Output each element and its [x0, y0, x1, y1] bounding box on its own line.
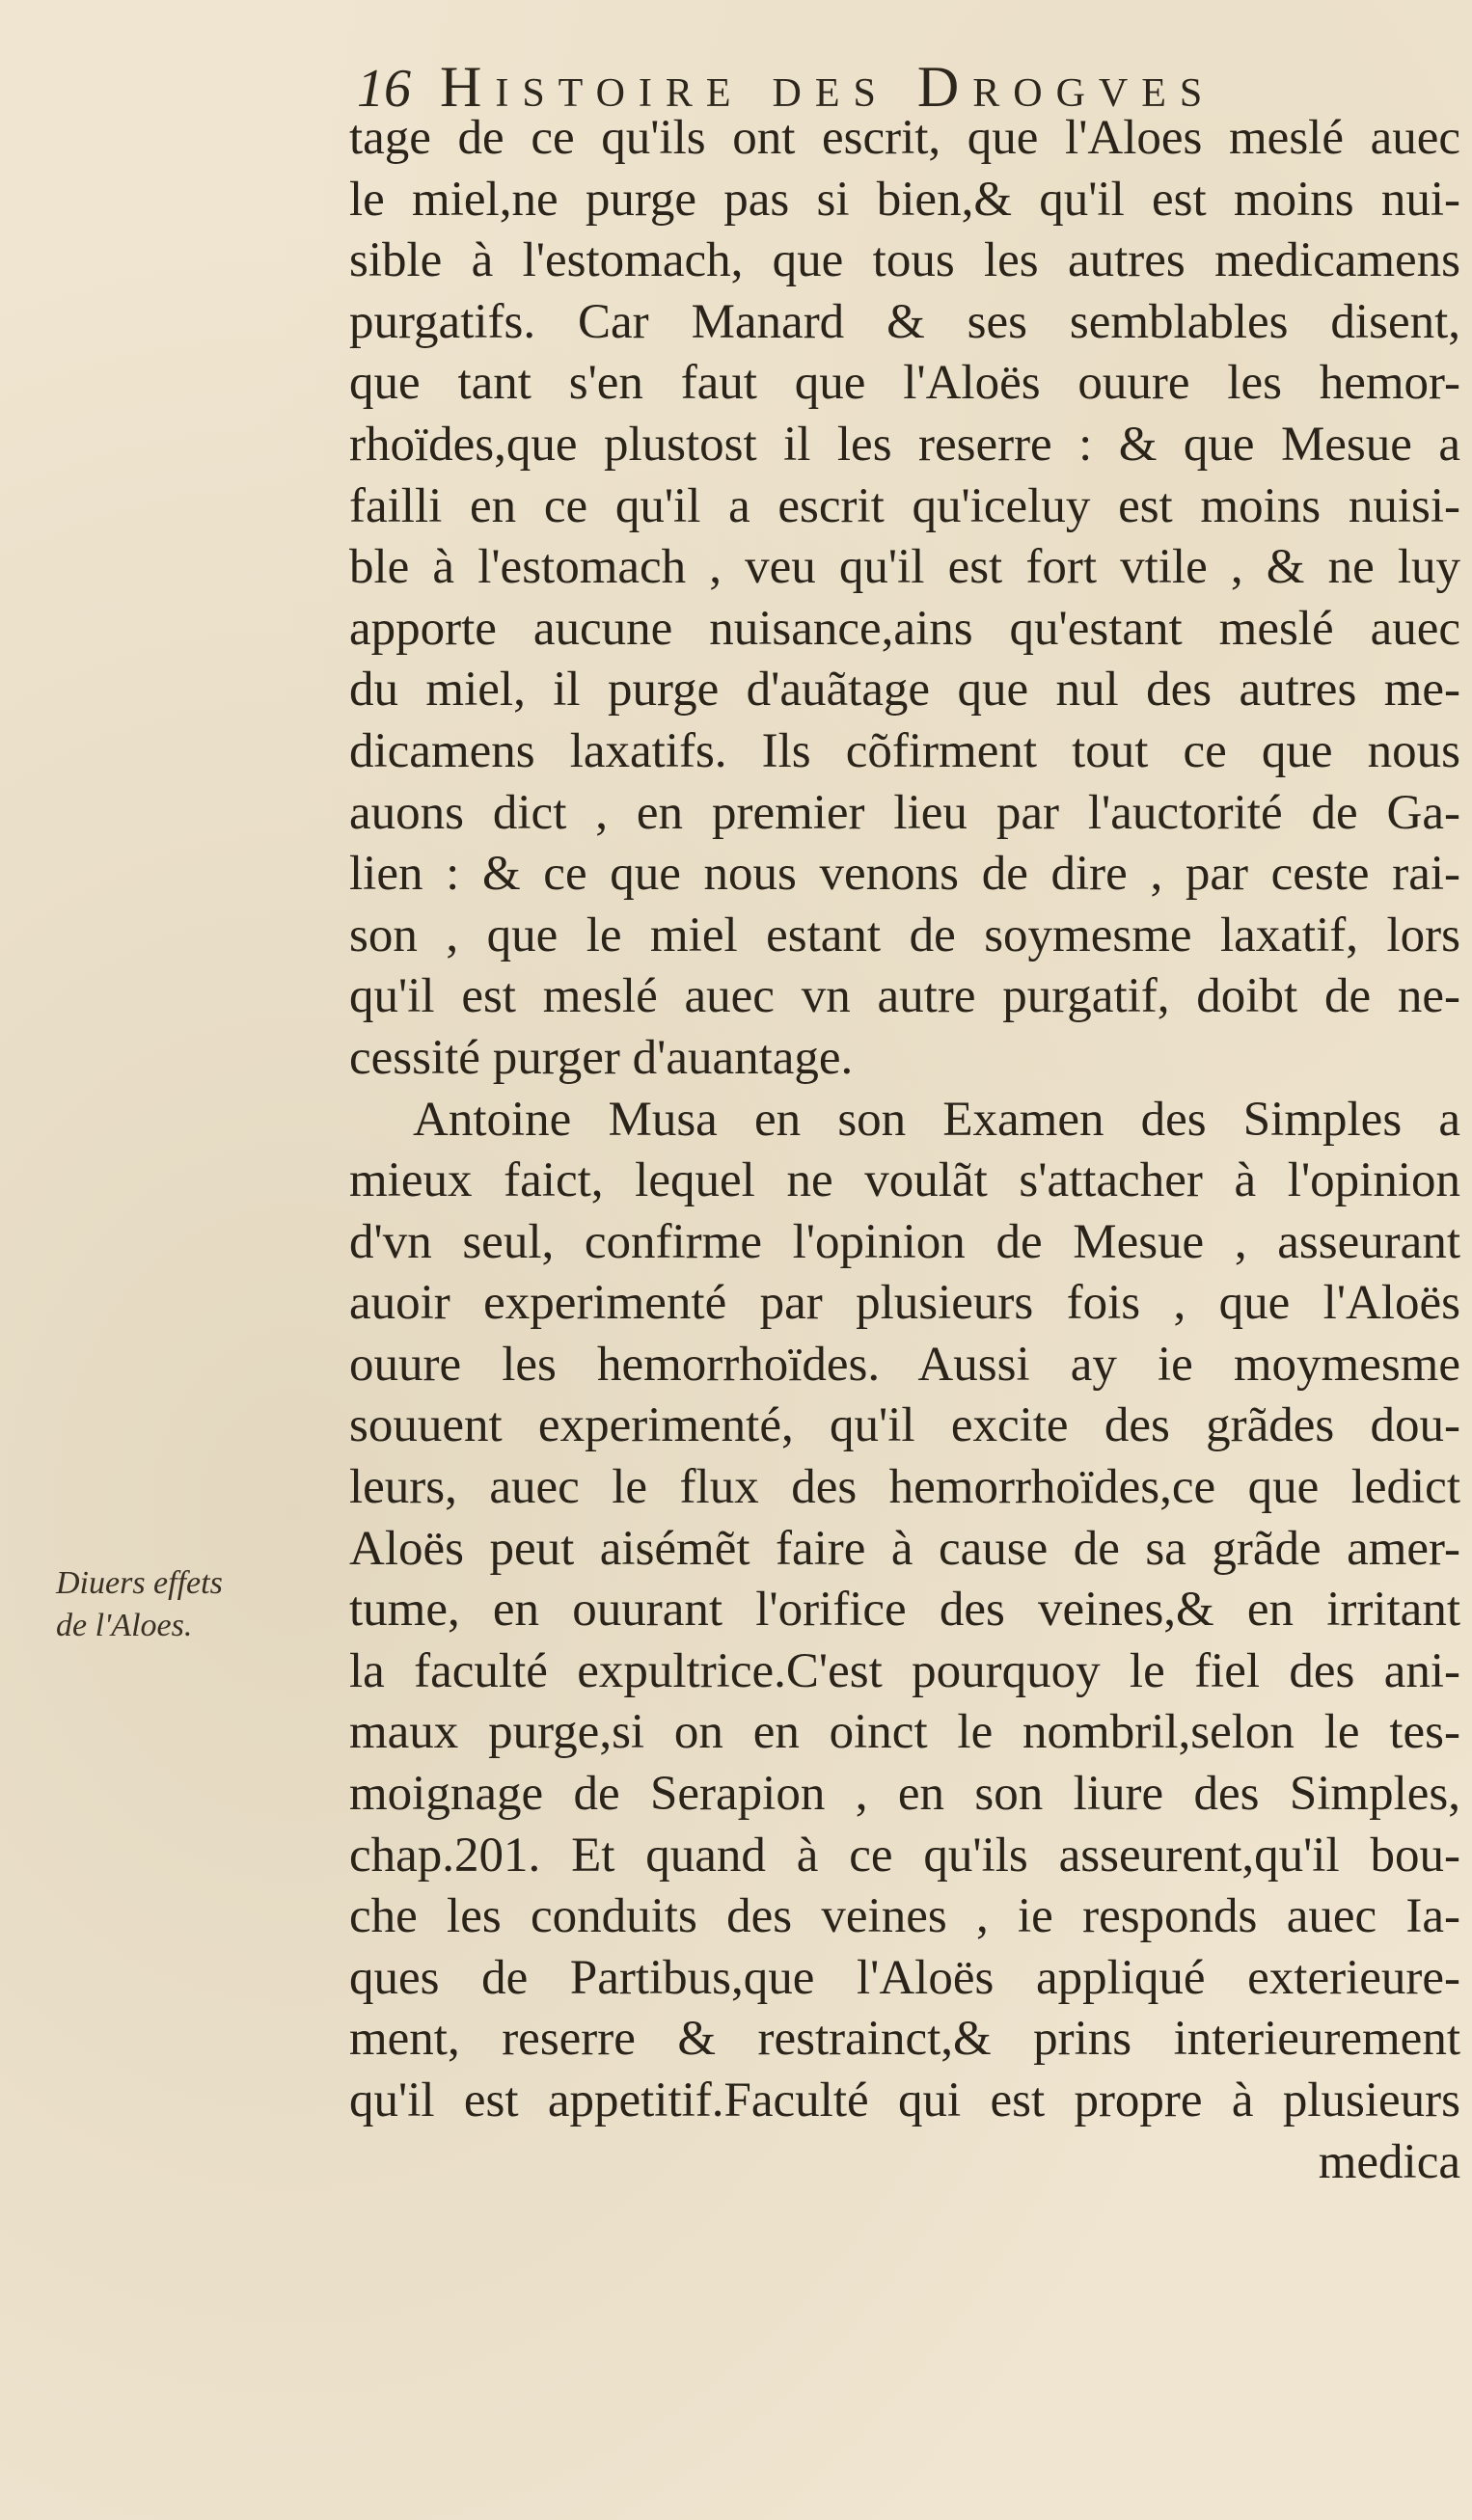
marginal-note-line: de l'Aloes. [56, 1608, 193, 1643]
text-line: leurs, auec le flux des hemorrhoïdes,ce que ledict [349, 1460, 1460, 1515]
running-title: Histoire des Drogves [440, 55, 1216, 119]
text-line: moignage de Serapion , en son liure des Simples, [349, 1767, 1460, 1822]
text-line: d'vn seul, confirme l'opinion de Mesue , asseurant [349, 1214, 1460, 1269]
text-line: souuent experimenté, qu'il excite des grãdes dou- [349, 1398, 1460, 1453]
body-text [349, 108, 1460, 2193]
text-line: la faculté expultrice.C'est pourquoy le fiel des ani- [349, 1643, 1460, 1698]
text-line: auoir experimenté par plusieurs fois , que l'Aloës [349, 1276, 1460, 1331]
text-line: che les conduits des veines , ie responds auec Ia- [349, 1889, 1460, 1944]
text-line: qu'il est appetitif.Faculté qui est propre à plusieurs [349, 2073, 1460, 2127]
text-line: cessité purger d'auantage. [349, 1030, 854, 1085]
text-line: tume, en ouurant l'orifice des veines,& en irritant [349, 1583, 1460, 1638]
text-line: ment, reserre & restrainct,& prins interieurement [349, 2012, 1460, 2067]
text-line: lien : & ce que nous venons de dire , par ceste rai- [349, 847, 1460, 902]
text-line: auons dict , en premier lieu par l'auctorité de Ga- [349, 785, 1460, 840]
text-line: que tant s'en faut que l'Aloës ouure les hemor- [349, 356, 1460, 411]
text-line: Aloës peut aisémẽt faire à cause de sa grãde amer- [349, 1521, 1460, 1576]
text-line: failli en ce qu'il a escrit qu'iceluy est moins nuisi- [349, 478, 1460, 533]
text-line: ouure les hemorrhoïdes. Aussi ay ie moymesme [349, 1337, 1460, 1392]
page-number: 16 [357, 59, 411, 119]
text-line: purgatifs. Car Manard & ses semblables disent, [349, 294, 1460, 349]
marginal-note [56, 1562, 345, 1647]
text-line: apporte aucune nuisance,ains qu'estant meslé auec [349, 601, 1460, 656]
text-line: mieux faict, lequel ne voulãt s'attacher à l'opinion [349, 1153, 1460, 1208]
text-line: le miel,ne purge pas si bien,& qu'il est moins nui- [349, 172, 1460, 227]
text-line: chap.201. Et quand à ce qu'ils asseurent,qu'il bou- [349, 1828, 1460, 1883]
text-line: tage de ce qu'ils ont escrit, que l'Aloes meslé auec [349, 111, 1460, 165]
text-line: maux purge,si on en oinct le nombril,selon le tes- [349, 1705, 1460, 1760]
text-line: sible à l'estomach, que tous les autres medicamens [349, 233, 1460, 288]
text-line: Antoine Musa en son Examen des Simples a [413, 1092, 1460, 1147]
text-line: rhoïdes,que plustost il les reserre : & que Mesue a [349, 417, 1460, 472]
text-line: du miel, il purge d'auãtage que nul des autres me- [349, 663, 1460, 718]
text-line: ques de Partibus,que l'Aloës appliqué exterieure- [349, 1950, 1460, 2005]
catchword: medica [1318, 2134, 1460, 2189]
text-line: dicamens laxatifs. Ils cõfirment tout ce que nous [349, 723, 1460, 778]
marginal-note-line: Diuers effets [56, 1565, 223, 1601]
text-line: qu'il est meslé auec vn autre purgatif, doibt de ne- [349, 969, 1460, 1024]
text-line: ble à l'estomach , veu qu'il est fort vtile , & ne luy [349, 540, 1460, 595]
text-line: son , que le miel estant de soymesme laxatif, lors [349, 908, 1460, 962]
